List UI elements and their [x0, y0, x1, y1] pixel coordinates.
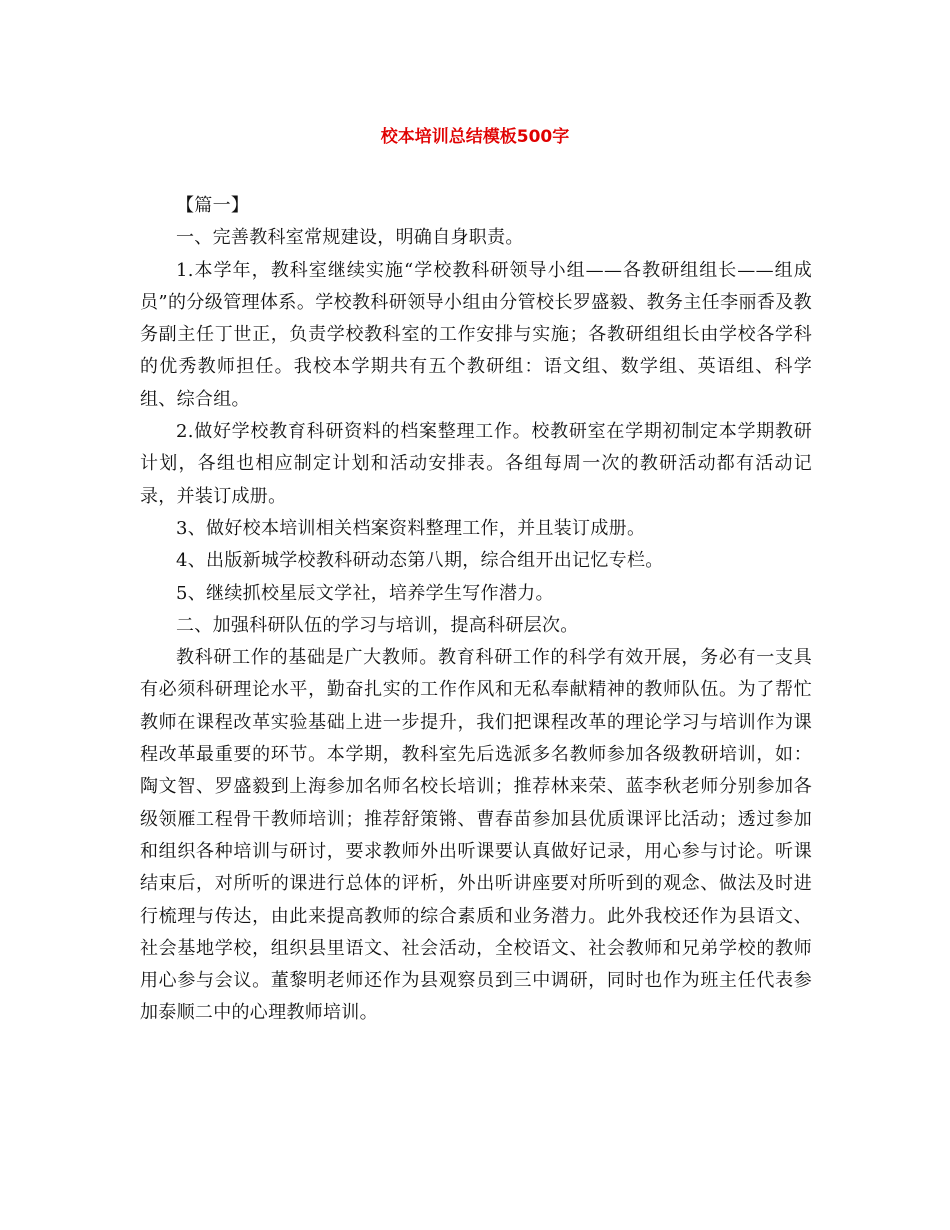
paragraph: 教科研工作的基础是广大教师。教育科研工作的科学有效开展，务必有一支具有必须科研理论水平，勤奋扎实的工作作风和无私奉献精神的教师队伍。为了帮忙教师在课程改革实验基础上进一步提升，我们把课程改革的理论学习与培训作为课程改革最重要的环节。本学期，教科室先后选派多名教师参加各级教研培训，如：陶文智、罗盛毅到上海参加名师名校长培训；推荐林来荣、蓝李秋老师分别参加各级领雁工程骨干教师培训；推荐舒策锵、曹春苗参加县优质课评比活动；透过参加和组织各种培训与研讨，要求教师外出听课要认真做好记录，用心参与讨论。听课结束后，对所听的课进行总体的评析，外出听讲座要对所听到的观念、做法及时进行梳理与传达，由此来提高教师的综合素质和业务潜力。此外我校还作为县语文、社会基地学校，组织县里语文、社会活动，全校语文、社会教师和兄弟学校的教师用心参与会议。董黎明老师还作为县观察员到三中调研，同时也作为班主任代表参加泰顺二中的心理教师培训。: [140, 647, 812, 1024]
paragraph: 5、继续抓校星辰文学社，培养学生写作潜力。: [176, 582, 554, 604]
section-heading: 一、完善教科室常规建设，明确自身职责。: [176, 227, 524, 249]
paragraph: 3、做好校本培训相关档案资料整理工作，并且装订成册。: [176, 517, 646, 539]
paragraph: 4、出版新城学校教科研动态第八期，综合组开出记忆专栏。: [176, 550, 664, 572]
section-heading: 二、加强科研队伍的学习与培训，提高科研层次。: [176, 614, 579, 636]
document-title: 校本培训总结模板500字: [380, 127, 570, 147]
paragraph: 1.本学年，教科室继续实施“学校教科研领导小组——各教研组组长——组成员”的分级管理体系。学校教科研领导小组由分管校长罗盛毅、教务主任李丽香及教务副主任丁世正，负责学校教科室的工作安排与实施；各教研组组长由学校各学科的优秀教师担任。我校本学期共有五个教研组：语文组、数学组、英语组、科学组、综合组。: [140, 259, 812, 410]
document-body: [140, 190, 812, 1030]
paragraph: 2.做好学校教育科研资料的档案整理工作。校教研室在学期初制定本学期教研计划，各组也相应制定计划和活动安排表。各组每周一次的教研活动都有活动记录，并装订成册。: [140, 421, 812, 507]
section-label: 【篇一】: [176, 195, 250, 216]
